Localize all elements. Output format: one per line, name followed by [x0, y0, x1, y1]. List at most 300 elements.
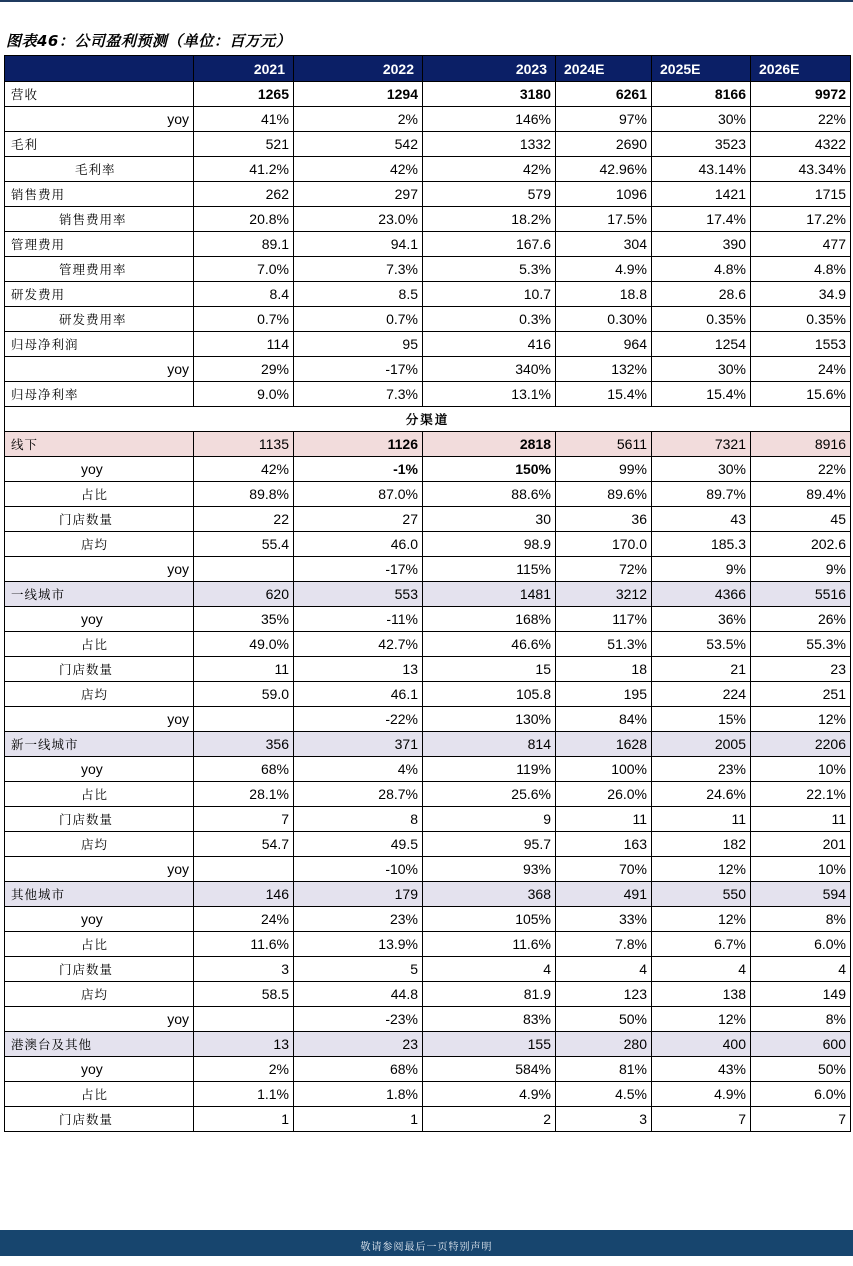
table-row [5, 832, 851, 857]
value-cell: 94.1 [294, 232, 423, 257]
value-cell: 72% [556, 557, 652, 582]
value-cell: 30% [652, 357, 751, 382]
value-cell: 105% [423, 907, 556, 932]
table-row [5, 532, 851, 557]
value-cell: 11 [194, 657, 294, 682]
table-row [5, 582, 851, 607]
value-cell: 13.9% [294, 932, 423, 957]
table-row [5, 132, 851, 157]
value-cell: 7.3% [294, 382, 423, 407]
value-cell: 42% [423, 157, 556, 182]
table-row [5, 782, 851, 807]
row-label: 毛利 [5, 132, 194, 157]
value-cell: 7 [194, 807, 294, 832]
value-cell: 3180 [423, 82, 556, 107]
value-cell: 13 [194, 1032, 294, 1057]
row-label: 管理费用 [5, 232, 194, 257]
value-cell: 119% [423, 757, 556, 782]
value-cell: 201 [751, 832, 851, 857]
row-label: 其他城市 [5, 882, 194, 907]
value-cell [194, 557, 294, 582]
value-cell [194, 857, 294, 882]
value-cell: 600 [751, 1032, 851, 1057]
value-cell: 11 [652, 807, 751, 832]
table-row [5, 657, 851, 682]
value-cell: 1265 [194, 82, 294, 107]
value-cell: 1254 [652, 332, 751, 357]
value-cell: 81.9 [423, 982, 556, 1007]
value-cell: 9% [652, 557, 751, 582]
table-row [5, 232, 851, 257]
value-cell: 1481 [423, 582, 556, 607]
value-cell: 68% [294, 1057, 423, 1082]
value-cell: 8% [751, 907, 851, 932]
value-cell: -22% [294, 707, 423, 732]
value-cell: 2% [194, 1057, 294, 1082]
value-cell: 1 [294, 1107, 423, 1132]
table-row [5, 332, 851, 357]
row-label: 归母净利润 [5, 332, 194, 357]
section-header-row [5, 407, 851, 432]
value-cell: 84% [556, 707, 652, 732]
value-cell: 620 [194, 582, 294, 607]
value-cell: 1 [194, 1107, 294, 1132]
value-cell: 29% [194, 357, 294, 382]
value-cell: 70% [556, 857, 652, 882]
value-cell: 4 [423, 957, 556, 982]
value-cell: 6.0% [751, 1082, 851, 1107]
value-cell: 8.5 [294, 282, 423, 307]
row-label: 门店数量 [5, 1107, 194, 1132]
row-label: yoy [5, 457, 194, 482]
value-cell: 584% [423, 1057, 556, 1082]
value-cell: 150% [423, 457, 556, 482]
row-label: 营收 [5, 82, 194, 107]
value-cell: 1332 [423, 132, 556, 157]
value-cell: 224 [652, 682, 751, 707]
value-cell: 9972 [751, 82, 851, 107]
value-cell: 0.30% [556, 307, 652, 332]
value-cell: 4366 [652, 582, 751, 607]
value-cell: 4% [294, 757, 423, 782]
value-cell: 1421 [652, 182, 751, 207]
value-cell: 155 [423, 1032, 556, 1057]
row-label: 线下 [5, 432, 194, 457]
value-cell: 542 [294, 132, 423, 157]
value-cell: 22% [751, 107, 851, 132]
value-cell: 83% [423, 1007, 556, 1032]
row-label: yoy [5, 1007, 194, 1032]
value-cell: 167.6 [423, 232, 556, 257]
value-cell: 1096 [556, 182, 652, 207]
table-row [5, 307, 851, 332]
value-cell: 8166 [652, 82, 751, 107]
table-row [5, 1032, 851, 1057]
value-cell: 17.4% [652, 207, 751, 232]
value-cell: 594 [751, 882, 851, 907]
row-label: 销售费用率 [5, 207, 194, 232]
value-cell: 49.5 [294, 832, 423, 857]
value-cell: 43% [652, 1057, 751, 1082]
value-cell: 15.4% [556, 382, 652, 407]
value-cell: 1628 [556, 732, 652, 757]
value-cell: 28.7% [294, 782, 423, 807]
value-cell: 0.7% [294, 307, 423, 332]
value-cell: 95.7 [423, 832, 556, 857]
value-cell: 55.4 [194, 532, 294, 557]
value-cell: 54.7 [194, 832, 294, 857]
row-label: 门店数量 [5, 657, 194, 682]
value-cell: 4.9% [652, 1082, 751, 1107]
footer-disclaimer: 敬请参阅最后一页特别声明 [0, 1230, 853, 1256]
row-label: yoy [5, 357, 194, 382]
value-cell: 6261 [556, 82, 652, 107]
value-cell: 1.1% [194, 1082, 294, 1107]
value-cell: 68% [194, 757, 294, 782]
value-cell: 11.6% [423, 932, 556, 957]
value-cell: 42.7% [294, 632, 423, 657]
value-cell: 13 [294, 657, 423, 682]
value-cell: 138 [652, 982, 751, 1007]
row-label: 占比 [5, 1082, 194, 1107]
header-cell: 2025E [652, 56, 751, 82]
row-label: 店均 [5, 982, 194, 1007]
table-row [5, 182, 851, 207]
value-cell: -17% [294, 557, 423, 582]
value-cell: 2005 [652, 732, 751, 757]
value-cell: 304 [556, 232, 652, 257]
row-label: 研发费用率 [5, 307, 194, 332]
value-cell: 98.9 [423, 532, 556, 557]
value-cell: 182 [652, 832, 751, 857]
value-cell: 12% [652, 857, 751, 882]
table-body [5, 82, 851, 1132]
table-row [5, 807, 851, 832]
value-cell: 30% [652, 107, 751, 132]
value-cell: 30 [423, 507, 556, 532]
value-cell: 26.0% [556, 782, 652, 807]
row-label: 占比 [5, 482, 194, 507]
table-row [5, 982, 851, 1007]
value-cell: 117% [556, 607, 652, 632]
value-cell: 51.3% [556, 632, 652, 657]
value-cell: 2818 [423, 432, 556, 457]
value-cell: 36% [652, 607, 751, 632]
row-label: yoy [5, 707, 194, 732]
value-cell: 15.4% [652, 382, 751, 407]
row-label: 门店数量 [5, 957, 194, 982]
value-cell: 390 [652, 232, 751, 257]
value-cell: 13.1% [423, 382, 556, 407]
row-label: yoy [5, 607, 194, 632]
value-cell: 23 [751, 657, 851, 682]
value-cell: 550 [652, 882, 751, 907]
value-cell: 27 [294, 507, 423, 532]
value-cell: 55.3% [751, 632, 851, 657]
value-cell: 297 [294, 182, 423, 207]
value-cell: 168% [423, 607, 556, 632]
value-cell: 7 [652, 1107, 751, 1132]
value-cell: 59.0 [194, 682, 294, 707]
table-row [5, 482, 851, 507]
value-cell: 9% [751, 557, 851, 582]
row-label: 门店数量 [5, 807, 194, 832]
value-cell: 43.34% [751, 157, 851, 182]
table-row [5, 757, 851, 782]
value-cell: 24.6% [652, 782, 751, 807]
value-cell: 1294 [294, 82, 423, 107]
value-cell: 7.8% [556, 932, 652, 957]
row-label: 新一线城市 [5, 732, 194, 757]
value-cell: 12% [652, 907, 751, 932]
value-cell: 491 [556, 882, 652, 907]
value-cell: 179 [294, 882, 423, 907]
value-cell: 6.7% [652, 932, 751, 957]
value-cell: 115% [423, 557, 556, 582]
value-cell: 46.1 [294, 682, 423, 707]
value-cell: 26% [751, 607, 851, 632]
section-label: 分渠道 [5, 407, 851, 432]
value-cell: 185.3 [652, 532, 751, 557]
row-label: yoy [5, 1057, 194, 1082]
value-cell: 15 [423, 657, 556, 682]
value-cell: 356 [194, 732, 294, 757]
row-label: yoy [5, 757, 194, 782]
table-row [5, 507, 851, 532]
value-cell: 43.14% [652, 157, 751, 182]
table-row [5, 882, 851, 907]
row-label: 店均 [5, 532, 194, 557]
table-row [5, 382, 851, 407]
value-cell: -23% [294, 1007, 423, 1032]
row-label: 研发费用 [5, 282, 194, 307]
value-cell: 280 [556, 1032, 652, 1057]
row-label: 占比 [5, 632, 194, 657]
value-cell: 99% [556, 457, 652, 482]
value-cell: 2690 [556, 132, 652, 157]
value-cell: 10.7 [423, 282, 556, 307]
value-cell: 579 [423, 182, 556, 207]
value-cell: 35% [194, 607, 294, 632]
value-cell: 368 [423, 882, 556, 907]
value-cell: 11 [556, 807, 652, 832]
value-cell: 0.7% [194, 307, 294, 332]
header-cell: 2026E [751, 56, 851, 82]
table-row [5, 707, 851, 732]
value-cell: 42% [294, 157, 423, 182]
table-header-row [5, 56, 851, 82]
value-cell: 7 [751, 1107, 851, 1132]
value-cell: 22% [751, 457, 851, 482]
value-cell: 25.6% [423, 782, 556, 807]
value-cell: 146% [423, 107, 556, 132]
value-cell: 9 [423, 807, 556, 832]
value-cell: 4.5% [556, 1082, 652, 1107]
header-cell: 2022 [294, 56, 423, 82]
value-cell: 8.4 [194, 282, 294, 307]
value-cell: 163 [556, 832, 652, 857]
value-cell: 11 [751, 807, 851, 832]
value-cell: 4 [652, 957, 751, 982]
value-cell: 36 [556, 507, 652, 532]
header-cell: 2021 [194, 56, 294, 82]
value-cell: 42% [194, 457, 294, 482]
table-row [5, 682, 851, 707]
value-cell: 4.8% [751, 257, 851, 282]
table-row [5, 607, 851, 632]
value-cell: 89.1 [194, 232, 294, 257]
table-row [5, 1082, 851, 1107]
row-label: 门店数量 [5, 507, 194, 532]
row-label: yoy [5, 107, 194, 132]
value-cell: 2 [423, 1107, 556, 1132]
value-cell: 89.8% [194, 482, 294, 507]
value-cell: -10% [294, 857, 423, 882]
value-cell: 8 [294, 807, 423, 832]
value-cell: 521 [194, 132, 294, 157]
value-cell: 41% [194, 107, 294, 132]
table-row [5, 107, 851, 132]
table-row [5, 1107, 851, 1132]
value-cell: 24% [751, 357, 851, 382]
value-cell: 28.1% [194, 782, 294, 807]
value-cell: 41.2% [194, 157, 294, 182]
value-cell: 45 [751, 507, 851, 532]
value-cell: 28.6 [652, 282, 751, 307]
value-cell: 132% [556, 357, 652, 382]
row-label: yoy [5, 907, 194, 932]
figure-title: 图表46：公司盈利预测（单位：百万元） [6, 32, 292, 50]
table-row [5, 357, 851, 382]
value-cell: 7.0% [194, 257, 294, 282]
value-cell: 58.5 [194, 982, 294, 1007]
value-cell: 30% [652, 457, 751, 482]
value-cell: 23% [652, 757, 751, 782]
value-cell: 23% [294, 907, 423, 932]
value-cell: 21 [652, 657, 751, 682]
value-cell: 22 [194, 507, 294, 532]
value-cell: 123 [556, 982, 652, 1007]
value-cell: 1135 [194, 432, 294, 457]
value-cell: 53.5% [652, 632, 751, 657]
table-row [5, 257, 851, 282]
value-cell: 17.5% [556, 207, 652, 232]
row-label: 占比 [5, 932, 194, 957]
table-row [5, 1057, 851, 1082]
value-cell: 42.96% [556, 157, 652, 182]
table-row [5, 457, 851, 482]
header-cell [5, 56, 194, 82]
value-cell: 4.8% [652, 257, 751, 282]
row-label: 港澳台及其他 [5, 1032, 194, 1057]
value-cell: 88.6% [423, 482, 556, 507]
value-cell: 8916 [751, 432, 851, 457]
value-cell: 12% [652, 1007, 751, 1032]
value-cell: 97% [556, 107, 652, 132]
value-cell: 0.35% [652, 307, 751, 332]
table-row [5, 82, 851, 107]
table-row [5, 632, 851, 657]
row-label: 管理费用率 [5, 257, 194, 282]
value-cell: 18.8 [556, 282, 652, 307]
value-cell: 170.0 [556, 532, 652, 557]
value-cell: 2206 [751, 732, 851, 757]
value-cell: 1715 [751, 182, 851, 207]
row-label: 归母净利率 [5, 382, 194, 407]
value-cell [194, 1007, 294, 1032]
value-cell: 10% [751, 857, 851, 882]
value-cell: 9.0% [194, 382, 294, 407]
value-cell: -1% [294, 457, 423, 482]
value-cell: 44.8 [294, 982, 423, 1007]
value-cell: 95 [294, 332, 423, 357]
row-label: 毛利率 [5, 157, 194, 182]
value-cell: -11% [294, 607, 423, 632]
row-label: 占比 [5, 782, 194, 807]
value-cell: 12% [751, 707, 851, 732]
value-cell: 5.3% [423, 257, 556, 282]
value-cell: 202.6 [751, 532, 851, 557]
value-cell: 43 [652, 507, 751, 532]
value-cell: 46.0 [294, 532, 423, 557]
value-cell: 5611 [556, 432, 652, 457]
header-cell: 2023 [423, 56, 556, 82]
row-label: yoy [5, 857, 194, 882]
row-label: yoy [5, 557, 194, 582]
value-cell: 15.6% [751, 382, 851, 407]
value-cell: 0.3% [423, 307, 556, 332]
value-cell: 4 [556, 957, 652, 982]
table-row [5, 557, 851, 582]
value-cell: 3523 [652, 132, 751, 157]
top-rule [0, 0, 853, 2]
value-cell: 4322 [751, 132, 851, 157]
value-cell: 81% [556, 1057, 652, 1082]
row-label: 店均 [5, 832, 194, 857]
value-cell: 6.0% [751, 932, 851, 957]
value-cell: 477 [751, 232, 851, 257]
value-cell: 4 [751, 957, 851, 982]
value-cell: 2% [294, 107, 423, 132]
table-row [5, 1007, 851, 1032]
value-cell: 24% [194, 907, 294, 932]
value-cell: 5516 [751, 582, 851, 607]
value-cell: 4.9% [556, 257, 652, 282]
value-cell: 4.9% [423, 1082, 556, 1107]
value-cell: 34.9 [751, 282, 851, 307]
value-cell: 553 [294, 582, 423, 607]
row-label: 一线城市 [5, 582, 194, 607]
value-cell: 20.8% [194, 207, 294, 232]
value-cell: 114 [194, 332, 294, 357]
value-cell: 3 [556, 1107, 652, 1132]
value-cell: 149 [751, 982, 851, 1007]
value-cell: 964 [556, 332, 652, 357]
value-cell: 814 [423, 732, 556, 757]
value-cell: 416 [423, 332, 556, 357]
value-cell: 93% [423, 857, 556, 882]
value-cell: 1553 [751, 332, 851, 357]
value-cell: 87.0% [294, 482, 423, 507]
value-cell: 10% [751, 757, 851, 782]
value-cell: 15% [652, 707, 751, 732]
value-cell: 5 [294, 957, 423, 982]
value-cell: 8% [751, 1007, 851, 1032]
value-cell: 3 [194, 957, 294, 982]
value-cell: 1126 [294, 432, 423, 457]
value-cell: 11.6% [194, 932, 294, 957]
table-row [5, 732, 851, 757]
